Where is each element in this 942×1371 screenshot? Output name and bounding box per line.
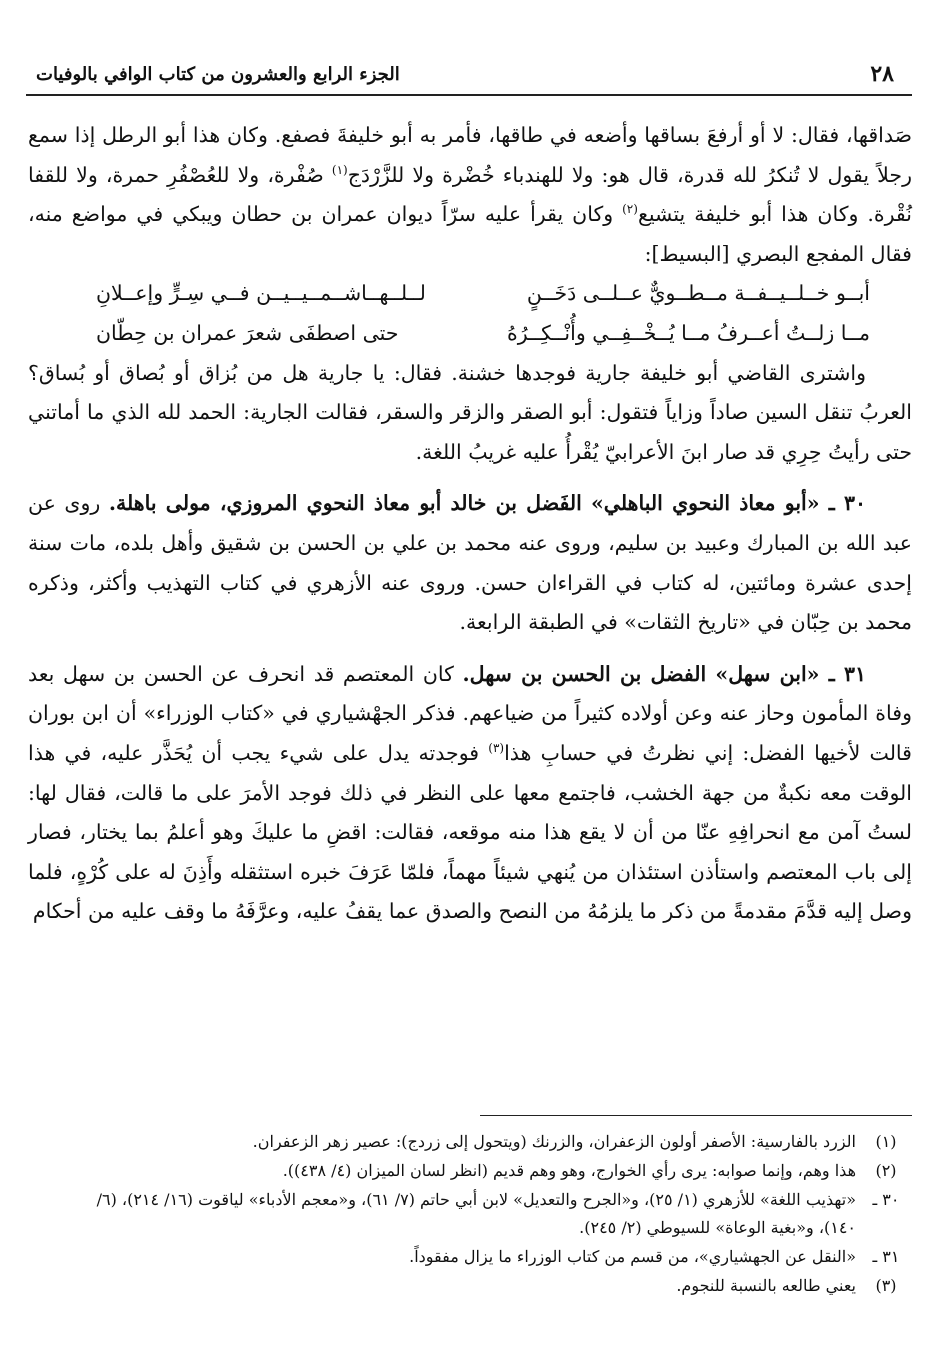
footnote-text: هذا وهم، وإنما صوابه: يرى رأي الخوارج، وهو وهم قديم (انظر لسان الميزان (٤/ ٤٣٨)). bbox=[282, 1160, 856, 1180]
verse-1-first-hemistich: أبــو خــلــيــفــة مــطــويٌّ عــلــى دَخَــنٍ bbox=[526, 281, 870, 306]
entry-30 bbox=[28, 484, 912, 642]
footnote-item bbox=[80, 1157, 916, 1186]
paragraph-1-part-c: وكان يقرأ عليه سرّاً ديوان عمران بن حطان ويبكي في مواضع منه، فقال المفجع البصري [البسيط]: bbox=[28, 202, 912, 266]
footnote-ref-3: (٣) bbox=[488, 741, 505, 756]
footnote-mark: (٢) bbox=[875, 1160, 897, 1180]
footnote-item bbox=[80, 1128, 916, 1157]
footnote-mark: (١) bbox=[875, 1132, 897, 1151]
main-text bbox=[28, 116, 912, 932]
page-header bbox=[26, 56, 912, 96]
entry-31-text-b: فوجدته يدل على شيء يجب أن يُحَذَّر عليه، في هذا الوقت معه نكبةٌ من جهة الخشب، فاجتمع معها على النظر في ذلك فوجد الأمرَ على ما قالت، فقال لها: لستُ آمن مع انحرافِهِ عنّا من أن لا يقع هذا منه موقعه، فقالت: اقضِ ما عليكَ وهو أعلمُ بما يختار، فصار إلى باب المعتصم واستأذن استئذان من يُنهي شيئاً مهماً، فلمّا عَرَفَ خبره استثقله وأَذِنَ له على كُرْهٍ، فلما وصل إليه قدَّمَ مقدمةً من ذكر ما يلزمُهُ من النصح والصدق عما يقفُ عليه، وعرَّفَهُ ما وقف عليه من أحكام bbox=[28, 740, 913, 924]
verse-1-second-hemistich: لــلــهــاشــمــيــيــن فــي سِـرٍّ وإعــلانِ bbox=[96, 281, 426, 306]
entry-30-heading: ٣٠ ـ «أبو معاذ النحوي الباهلي» الفَضل بن خالد أبو معاذ النحوي المروزي، مولى باهلة. bbox=[108, 491, 867, 516]
footnote-mark: ٣١ ـ bbox=[872, 1247, 900, 1267]
paragraph-1-part-a: صَداقها، فقال: لا أو أرفعَ بساقها وأضعه في طاقها، فأمر به أبو خليفةَ فصفع. وكان هذا أبو الرطل إذا سمع رجلاً يقول لا تُنكرُ لله قدرة، قال هو: ولا للهندباء خُضْرة ولا للزَّرْدَج bbox=[28, 123, 912, 187]
footnote-text: «تهذيب اللغة» للأزهري (١/ ٢٥)، و«الجرح والتعديل» لابن أبي حاتم (٧/ ٦١)، و«معجم الأدباء» لياقوت (١٦/ ٢١٤)، (٦/ ١٤٠)، و«بغية الوعاة» للسيوطي (٢/ ٢٤٥). bbox=[96, 1189, 856, 1238]
verse-line-2 bbox=[28, 314, 912, 354]
paragraph-1-part-b: صُفْرة، ولا للعُصْفُرِ حمرة، ولا للقفا نُقْرة. وكان هذا أبو خليفة يتشيع bbox=[28, 162, 913, 227]
footnote-ref-1: (١) bbox=[331, 162, 348, 177]
verse-line-1 bbox=[28, 274, 912, 314]
running-title: الجزء الرابع والعشرون من كتاب الوافي بالوفيات bbox=[36, 63, 400, 85]
paragraph-2: واشترى القاضي أبو خليفة جارية فوجدها خشنة. فقال: يا جارية هل من بُزاق أو بُصاق أو بُساق؟ العربُ تنقل السين صاداً وزاياً فتقول: أبو الصقر والزقر والسقر، فقالت الجارية: الحمد لله الذي ما أماتني حتى رأيتُ حِرِي قد صار ابنَ الأعرابيّ يُقْرأُ عليه غريبُ اللغة. bbox=[28, 360, 912, 464]
verse-2-first-hemistich: مــا زلــتُ أعــرفُ مــا يُــخْــفِــي وأُنْــكِــرُهُ bbox=[507, 320, 870, 345]
footnote-item bbox=[80, 1243, 916, 1272]
footnote-mark: ٣٠ ـ bbox=[872, 1189, 900, 1209]
footnote-text: «النقل عن الجهشياري»، من قسم من كتاب الوزراء ما يزال مفقوداً. bbox=[409, 1247, 856, 1267]
paragraph-1 bbox=[28, 116, 912, 274]
entry-30-text: روى عن عبد الله بن المبارك وعبيد بن سليم، وروى عنه محمد بن علي بن الحسن بن شقيق وأهل بلده، مات سنة إحدى عشرة ومائتين، له كتاب في القراءان حسن. وروى عنه الأزهري في كتاب التهذيب وأكثر، وذكره محمد بن حِبّان في «تاريخ الثقات» في الطبقة الرابعة. bbox=[28, 491, 912, 635]
footnote-item bbox=[80, 1186, 916, 1244]
footnotes bbox=[80, 1128, 916, 1301]
entry-31-heading: ٣١ ـ «ابن سهل» الفضل بن الحسن بن سهل. bbox=[462, 661, 866, 686]
verse-2-second-hemistich: حتى اصطفَى شعرَ عمران بن حِطّان bbox=[96, 320, 399, 345]
footnote-text: الزرد بالفارسية: الأصفر أولون الزعفران، والزرنك (ويتحول إلى زردج): عصير زهر الزعفران. bbox=[252, 1132, 856, 1151]
page-number: ٢٨ bbox=[870, 61, 894, 87]
footnote-ref-2: (٢) bbox=[622, 202, 638, 217]
footnote-mark: (٣) bbox=[875, 1275, 897, 1295]
entry-31 bbox=[28, 655, 912, 932]
footnote-divider bbox=[480, 1115, 912, 1116]
footnote-text: يعني طالعه بالنسبة للنجوم. bbox=[676, 1275, 856, 1295]
entry-31-text-a: كان المعتصم قد انحرف عن الحسن بن سهل بعد وفاة المأمون وحاز عنه وعن أولاده كثيراً من ضياعهم. فذكر الجهْشياري في «كتاب الوزراء» أن ابن بوران قالت لأخيها الفضل: إني نظرتُ في حسابِ هذا bbox=[28, 661, 912, 765]
footnote-item bbox=[80, 1272, 916, 1301]
